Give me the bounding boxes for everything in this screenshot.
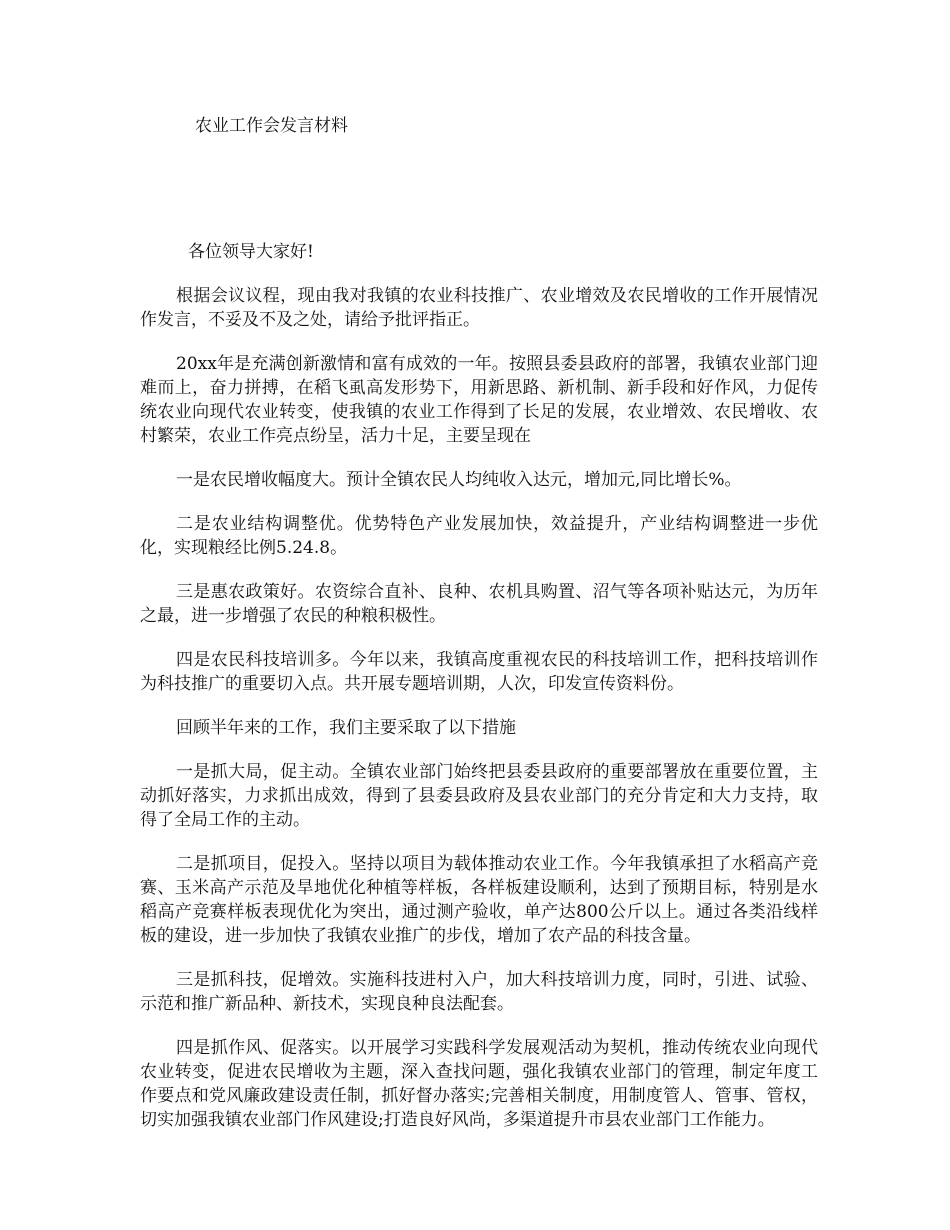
paragraph-training: 四是农民科技培训多。今年以来，我镇高度重视农民的科技培训工作，把科技培训作为科技推广的重要切入点。共开展专题培训期，人次，印发宣传资料份。 <box>140 650 818 694</box>
greeting: 各位领导大家好! <box>188 242 314 262</box>
paragraph-measure-overall: 一是抓大局，促主动。全镇农业部门始终把县委县政府的重要部署放在重要位置，主动抓好落实，力求抓出成效，得到了县委县政府及县农业部门的充分肯定和大力支持，取得了全局工作的主动。 <box>140 762 818 830</box>
paragraph-intro: 根据会议议程，现由我对我镇的农业科技推广、农业增效及农民增收的工作开展情况作发言，不妥及不及之处，请给予批评指正。 <box>140 286 818 330</box>
paragraph-structure: 二是农业结构调整优。优势特色产业发展加快，效益提升，产业结构调整进一步优化，实现粮经比例5.24.8。 <box>140 514 818 558</box>
paragraph-measures-intro: 回顾半年来的工作，我们主要采取了以下措施 <box>176 718 516 738</box>
paragraph-overview: 20xx年是充满创新激情和富有成效的一年。按照县委县政府的部署，我镇农业部门迎难而上，奋力拼搏，在稻飞虱高发形势下，用新思路、新机制、新手段和好作风，力促传统农业向现代农业转变，使我镇的农业工作得到了长足的发展，农业增效、农民增收、农村繁荣，农业工作亮点纷呈，活力十足，主要呈现在 <box>140 354 818 446</box>
paragraph-measure-technology: 三是抓科技，促增效。实施科技进村入户，加大科技培训力度，同时，引进、试验、示范和推广新品种、新技术，实现良种良法配套。 <box>140 970 818 1014</box>
document-body <box>140 284 818 1152</box>
paragraph-measure-projects: 二是抓项目，促投入。坚持以项目为载体推动农业工作。今年我镇承担了水稻高产竞赛、玉米高产示范及旱地优化种植等样板，各样板建设顺利，达到了预期目标，特别是水稻高产竞赛样板表现优化为突出，通过测产验收，单产达800公斤以上。通过各类沿线样板的建设，进一步加快了我镇农业推广的步伐，增加了农产品的科技含量。 <box>140 854 818 946</box>
document-title: 农业工作会发言材料 <box>195 116 348 136</box>
paragraph-policy: 三是惠农政策好。农资综合直补、良种、农机具购置、沼气等各项补贴达元，为历年之最，进一步增强了农民的种粮积极性。 <box>140 582 818 626</box>
paragraph-measure-style: 四是抓作风、促落实。以开展学习实践科学发展观活动为契机，推动传统农业向现代农业转变，促进农民增收为主题，深入查找问题，强化我镇农业部门的管理，制定年度工作要点和党风廉政建设责任制，抓好督办落实;完善相关制度，用制度管人、管事、管权，切实加强我镇农业部门作风建设;打造良好风尚，多渠道提升市县农业部门工作能力。 <box>140 1038 818 1130</box>
paragraph-income: 一是农民增收幅度大。预计全镇农民人均纯收入达元，增加元,同比增长%。 <box>176 470 742 490</box>
